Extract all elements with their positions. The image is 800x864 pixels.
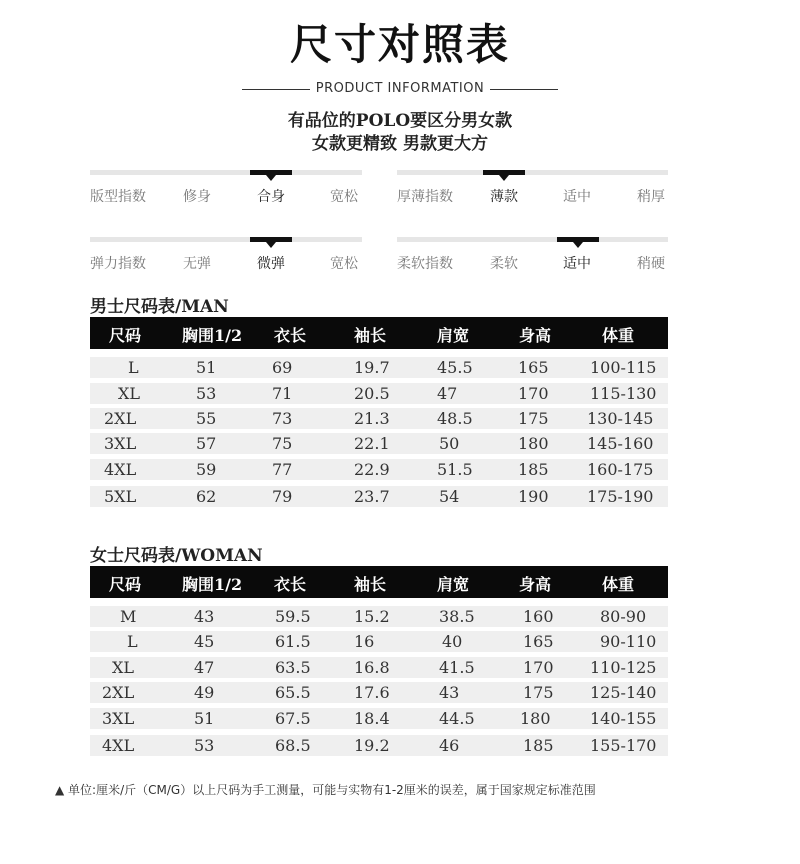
cell: 2XL <box>102 683 135 702</box>
cell: 185 <box>523 736 554 755</box>
cell: 19.7 <box>354 358 390 377</box>
cell: 190 <box>518 487 549 506</box>
index-label: 版型指数 <box>90 189 146 205</box>
index-marker <box>250 237 292 242</box>
cell: 175-190 <box>587 487 654 506</box>
cell: 115-130 <box>590 384 657 403</box>
index-option-selected: 微弹 <box>257 256 285 272</box>
table-row <box>90 357 668 378</box>
tagline-line-1: 有品位的POLO要区分男女款 <box>287 111 513 131</box>
subtitle: PRODUCT INFORMATION <box>315 81 485 96</box>
table-row <box>90 631 668 652</box>
cell: 80-90 <box>600 607 647 626</box>
cell: M <box>120 607 137 626</box>
cell: 53 <box>194 736 215 755</box>
index-track <box>397 170 668 175</box>
table-row <box>90 735 668 756</box>
cell: 61.5 <box>275 632 311 651</box>
cell: 51.5 <box>437 460 473 479</box>
cell: 160-175 <box>587 460 654 479</box>
index-option: 柔软 <box>490 256 518 272</box>
header-cell: 身高 <box>519 575 552 594</box>
cell: 77 <box>272 460 293 479</box>
cell: 160 <box>523 607 554 626</box>
cell: 165 <box>523 632 554 651</box>
cell: 75 <box>272 434 293 453</box>
cell: 110-125 <box>590 658 657 677</box>
cell: 90-110 <box>600 632 657 651</box>
cell: 100-115 <box>590 358 657 377</box>
index-option: 适中 <box>563 189 591 205</box>
cell: 130-145 <box>587 409 654 428</box>
index-label: 柔软指数 <box>397 256 453 272</box>
header-cell: 肩宽 <box>437 575 470 594</box>
cell: L <box>127 632 138 651</box>
header-cell: 袖长 <box>354 575 387 594</box>
cell: 170 <box>523 658 554 677</box>
cell: 67.5 <box>275 709 311 728</box>
cell: 51 <box>194 709 215 728</box>
cell: 57 <box>196 434 217 453</box>
cell: 44.5 <box>439 709 475 728</box>
cell: 4XL <box>102 736 135 755</box>
table-row <box>90 433 668 454</box>
index-option: 宽松 <box>330 256 358 272</box>
cell: 2XL <box>104 409 137 428</box>
cell: 23.7 <box>354 487 390 506</box>
cell: 47 <box>437 384 458 403</box>
cell: 43 <box>194 607 215 626</box>
tagline-line-2: 女款更精致 男款更大方 <box>312 134 488 154</box>
footnote: ▲ 单位:厘米/斤（CM/G）以上尺码为手工测量，可能与实物有1-2厘米的误差，属于国家规定标准范围 <box>55 783 596 797</box>
cell: 51 <box>196 358 217 377</box>
cell: 49 <box>194 683 215 702</box>
subtitle-line-right <box>490 89 558 90</box>
cell: 55 <box>196 409 217 428</box>
cell: 47 <box>194 658 215 677</box>
table-row <box>90 486 668 507</box>
cell: 20.5 <box>354 384 390 403</box>
header-cell: 尺码 <box>109 575 142 594</box>
index-option: 宽松 <box>330 189 358 205</box>
cell: 19.2 <box>354 736 390 755</box>
cell: 165 <box>518 358 549 377</box>
men-table-title: 男士尺码表/MAN <box>90 297 229 317</box>
cell: 16 <box>354 632 375 651</box>
header-cell: 肩宽 <box>437 326 470 345</box>
index-option: 稍厚 <box>637 189 665 205</box>
cell: 5XL <box>104 487 137 506</box>
cell: 16.8 <box>354 658 390 677</box>
index-marker <box>557 237 599 242</box>
index-thickness <box>397 170 668 210</box>
table-header <box>90 566 668 598</box>
index-label: 弹力指数 <box>90 256 146 272</box>
table-row <box>90 708 668 729</box>
cell: 43 <box>439 683 460 702</box>
index-option-selected: 适中 <box>563 256 591 272</box>
cell: 62 <box>196 487 217 506</box>
index-option-selected: 薄款 <box>490 189 518 205</box>
header-cell: 胸围1/2 <box>182 326 243 345</box>
index-elasticity <box>90 237 362 277</box>
header-cell: 衣长 <box>274 575 307 594</box>
cell: 17.6 <box>354 683 390 702</box>
cell: 22.9 <box>354 460 390 479</box>
cell: 175 <box>518 409 549 428</box>
cell: 54 <box>439 487 460 506</box>
index-track <box>90 237 362 242</box>
index-track <box>90 170 362 175</box>
header-cell: 尺码 <box>109 326 142 345</box>
cell: 125-140 <box>590 683 657 702</box>
cell: 145-160 <box>587 434 654 453</box>
cell: 40 <box>442 632 463 651</box>
table-row <box>90 459 668 480</box>
cell: 48.5 <box>437 409 473 428</box>
cell: 180 <box>518 434 549 453</box>
cell: L <box>128 358 139 377</box>
cell: 46 <box>439 736 460 755</box>
cell: 68.5 <box>275 736 311 755</box>
women-table-title: 女士尺码表/WOMAN <box>90 546 263 566</box>
index-option: 修身 <box>183 189 211 205</box>
cell: 79 <box>272 487 293 506</box>
table-row <box>90 383 668 404</box>
header-cell: 袖长 <box>354 326 387 345</box>
cell: 45 <box>194 632 215 651</box>
cell: 21.3 <box>354 409 390 428</box>
cell: 3XL <box>104 434 137 453</box>
index-option-selected: 合身 <box>257 189 285 205</box>
index-softness <box>397 237 668 277</box>
index-option: 稍硬 <box>637 256 665 272</box>
index-track <box>397 237 668 242</box>
cell: XL <box>118 384 141 403</box>
cell: 45.5 <box>437 358 473 377</box>
cell: 22.1 <box>354 434 390 453</box>
cell: 155-170 <box>590 736 657 755</box>
index-option: 无弹 <box>183 256 211 272</box>
cell: 41.5 <box>439 658 475 677</box>
header-cell: 身高 <box>519 326 552 345</box>
cell: 73 <box>272 409 293 428</box>
header-cell: 衣长 <box>274 326 307 345</box>
cell: 50 <box>439 434 460 453</box>
cell: XL <box>112 658 135 677</box>
page-title: 尺寸对照表 <box>289 20 510 69</box>
table-row <box>90 657 668 678</box>
header-cell: 体重 <box>602 575 635 594</box>
cell: 59 <box>196 460 217 479</box>
cell: 175 <box>523 683 554 702</box>
cell: 71 <box>272 384 293 403</box>
table-row <box>90 408 668 429</box>
index-fit <box>90 170 362 210</box>
index-marker <box>250 170 292 175</box>
cell: 65.5 <box>275 683 311 702</box>
table-row <box>90 682 668 703</box>
cell: 69 <box>272 358 293 377</box>
cell: 63.5 <box>275 658 311 677</box>
cell: 180 <box>520 709 551 728</box>
table-header <box>90 317 668 349</box>
header-cell: 体重 <box>602 326 635 345</box>
header-cell: 胸围1/2 <box>182 575 243 594</box>
cell: 4XL <box>104 460 137 479</box>
table-row <box>90 606 668 627</box>
cell: 53 <box>196 384 217 403</box>
cell: 15.2 <box>354 607 390 626</box>
cell: 18.4 <box>354 709 390 728</box>
cell: 3XL <box>102 709 135 728</box>
cell: 170 <box>518 384 549 403</box>
index-marker <box>483 170 525 175</box>
cell: 185 <box>518 460 549 479</box>
cell: 59.5 <box>275 607 311 626</box>
cell: 38.5 <box>439 607 475 626</box>
cell: 140-155 <box>590 709 657 728</box>
index-label: 厚薄指数 <box>397 189 453 205</box>
